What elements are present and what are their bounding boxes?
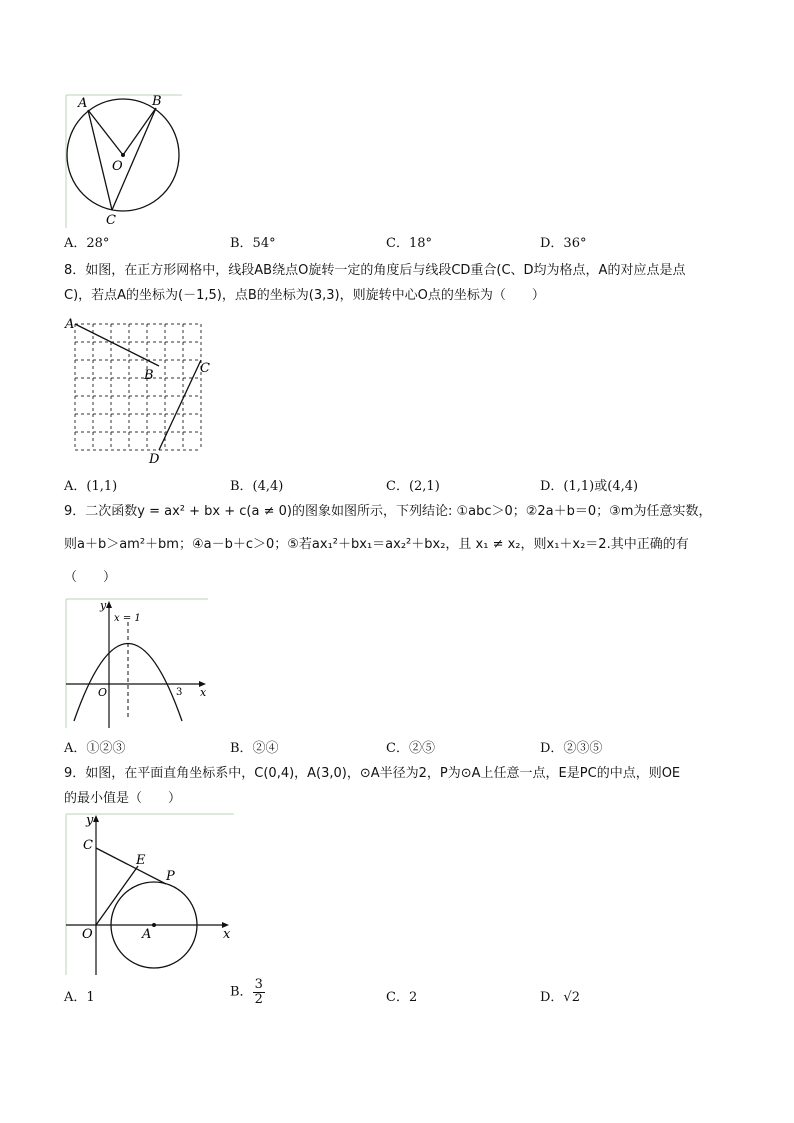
option-c[interactable]: C．(2,1) [386, 479, 440, 494]
option-c[interactable]: C．18° [386, 236, 432, 251]
label-c: C [83, 838, 93, 853]
label-o: O [82, 927, 93, 942]
y-axis-arrow [106, 601, 112, 608]
q8-grid-figure [60, 314, 220, 468]
option-a[interactable]: A．1 [64, 990, 95, 1005]
label-c: C [200, 361, 210, 376]
q8-stem-line2: C)，若点A的坐标为(－1,5)，点B的坐标为(3,3)，则旋转中心O点的坐标为（ ） [64, 288, 545, 303]
option-d[interactable]: D．√2 [540, 990, 580, 1005]
center-a-point [152, 923, 156, 927]
label-o: O [98, 686, 108, 699]
label-c: C [106, 213, 116, 228]
option-c[interactable]: C．2 [386, 990, 418, 1005]
segment-cp [96, 848, 166, 884]
label-y: y [86, 813, 94, 828]
label-a: A [142, 927, 152, 942]
label-e: E [136, 853, 146, 868]
segment-oe [96, 866, 138, 925]
q9b-stem-line2: 的最小值是（ ） [64, 791, 182, 806]
q7-circle-figure [60, 88, 190, 236]
y-axis-arrow [93, 815, 99, 822]
option-d[interactable]: D．36° [540, 236, 587, 251]
label-a: A [65, 317, 75, 332]
fraction-numerator: 3 [254, 977, 263, 992]
option-a[interactable]: A．(1,1) [64, 479, 118, 494]
q9b-coordinate-figure [62, 810, 242, 980]
q9a-parabola-figure [62, 596, 212, 730]
label-x: x [223, 927, 231, 942]
label-y: y [100, 599, 107, 612]
label-p: P [166, 869, 175, 884]
label-o: O [112, 159, 123, 174]
q9a-stem-line3: （ ） [64, 570, 117, 585]
label-3: 3 [176, 687, 183, 698]
option-b[interactable]: B．(4,4) [230, 479, 284, 494]
q8-stem-line1: 8．如图，在正方形网格中，线段AB绕点O旋转一定的角度后与线段CD重合(C、D均为格点，A的对应点是点 [64, 263, 686, 278]
q9a-stem-line1: 9．二次函数y = ax² + bx + c(a ≠ 0)的图象如图所示，下列结论: ①abc＞0；②2a＋b＝0；③m为任意实数， [64, 504, 712, 519]
label-b: B [144, 368, 154, 383]
label-x: x [200, 686, 207, 699]
option-a[interactable]: A．①②③ [64, 741, 126, 756]
label-x-equals-1: x = 1 [114, 613, 141, 624]
fraction-three-halves [253, 978, 265, 1007]
label-b: B [152, 94, 162, 109]
q9b-stem-line1: 9．如图，在平面直角坐标系中，C(0,4)，A(3,0)，⊙A半径为2，P为⊙A上任意一点，E是PC的中点，则OE [64, 766, 681, 781]
segment-bo [123, 108, 156, 155]
q9a-stem-line2: 则a＋b＞am²＋bm；④a－b＋c＞0；⑤若ax₁²＋bx₁＝ax₂²＋bx₂，且 x₁ ≠ x₂，则x₁＋x₂＝2.其中正确的有 [64, 537, 689, 552]
dashed-grid [75, 324, 201, 450]
label-d: D [149, 452, 160, 467]
label-a: A [78, 96, 88, 111]
option-a[interactable]: A．28° [64, 236, 110, 251]
fraction-denominator: 2 [254, 992, 263, 1007]
option-b[interactable]: B．54° [230, 236, 276, 251]
center-point [121, 153, 125, 157]
option-c[interactable]: C．②⑤ [386, 741, 435, 756]
option-b-prefix: B． [230, 984, 253, 1000]
option-b[interactable]: B．②④ [230, 741, 279, 756]
option-d[interactable]: D．(1,1)或(4,4) [540, 479, 639, 494]
option-b[interactable] [230, 978, 265, 1007]
option-d[interactable]: D．②③⑤ [540, 741, 603, 756]
